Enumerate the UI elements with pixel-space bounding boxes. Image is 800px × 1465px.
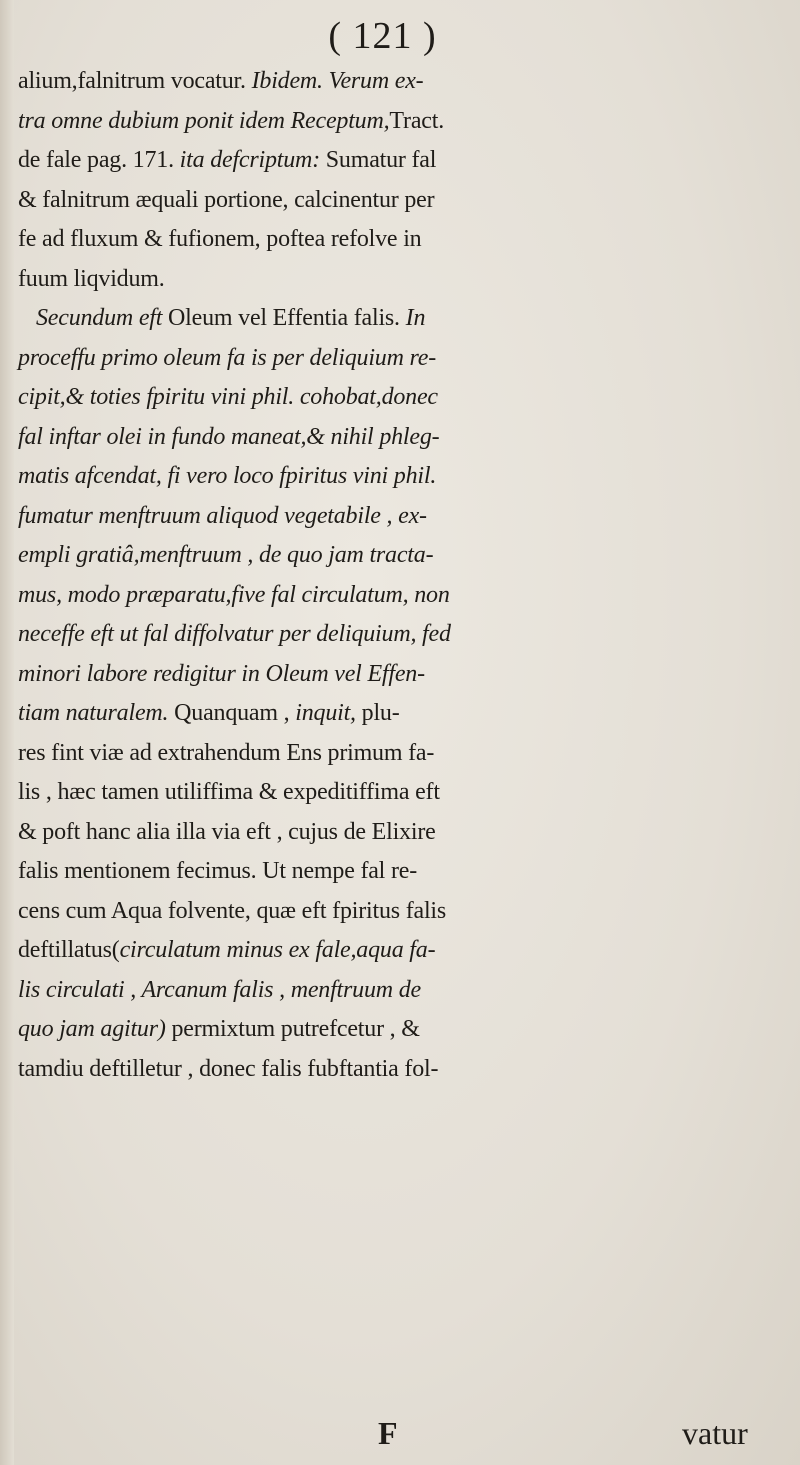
text-line: [18, 102, 798, 142]
roman-text: permixtum putrefcetur , &: [165, 1016, 420, 1042]
text-line: [18, 1050, 798, 1090]
italic-text: cipit,& toties fpiritu vini phil. cohobat,donec: [18, 384, 438, 410]
text-line: [18, 931, 798, 971]
roman-text: plu-: [355, 700, 400, 726]
italic-text: tra omne dubium ponit idem Receptum,: [18, 107, 390, 134]
roman-text: Tract.: [389, 107, 444, 134]
text-line: [18, 576, 798, 616]
roman-text: Oleum vel Effentia falis.: [162, 305, 406, 331]
roman-text: & falnitrum æquali portione, calcinentur per: [18, 186, 435, 213]
italic-text: mus, modo præparatu,five fal circulatum, non: [18, 581, 450, 608]
roman-text: cens cum Aqua folvente, quæ eft fpiritus falis: [18, 897, 447, 924]
roman-text: Quanquam ,: [168, 700, 296, 726]
italic-text: proceffu primo oleum fa is per deliquium re-: [18, 344, 437, 371]
italic-text: In: [405, 305, 426, 331]
text-line: [18, 497, 798, 537]
text-line: [18, 773, 798, 813]
text-line: [18, 892, 798, 932]
roman-text: res fint viæ ad extrahendum Ens primum fa-: [18, 739, 435, 766]
roman-text: alium,falnitrum vocatur.: [18, 68, 252, 94]
italic-text: inquit,: [295, 700, 356, 726]
text-line: [18, 536, 798, 576]
text-line: [18, 734, 798, 774]
text-line: [18, 260, 798, 300]
page-number: ( 121 ): [328, 15, 437, 57]
text-line: [18, 852, 798, 892]
italic-text: fal inftar olei in fundo maneat,& nihil phleg-: [18, 423, 440, 450]
page-footer: [0, 1415, 800, 1455]
text-line: [18, 1010, 798, 1050]
italic-text: lis circulati , Arcanum falis , menftruum de: [18, 976, 421, 1003]
italic-text: minori labore redigitur in Oleum vel Effen-: [18, 660, 425, 687]
roman-text: lis , hæc tamen utiliffima & expeditiffima eft: [18, 779, 440, 805]
roman-text: fuum liqvidum.: [18, 265, 165, 292]
text-line: [18, 615, 798, 655]
page-gutter: [0, 0, 14, 1465]
roman-text: Sumatur fal: [319, 147, 437, 173]
catchword: vatur: [682, 1415, 748, 1451]
text-line: [18, 62, 798, 102]
roman-text: fe ad fluxum & fufionem, poftea refolve in: [18, 226, 422, 252]
italic-text: neceffe eft ut fal diffolvatur per deliquium, fed: [18, 621, 451, 647]
text-line: [18, 181, 798, 221]
text-line: [18, 220, 798, 260]
italic-text: Secundum eft: [36, 305, 163, 331]
text-line: [18, 141, 798, 181]
roman-text: falis mentionem fecimus. Ut nempe fal re-: [18, 858, 417, 884]
roman-text: tamdiu deftilletur , donec falis fubftantia fol-: [18, 1055, 439, 1082]
text-line: [18, 457, 798, 497]
text-line: [18, 378, 798, 418]
text-line: [18, 655, 798, 695]
italic-text: quo jam agitur): [18, 1016, 166, 1042]
text-line: [18, 971, 798, 1011]
italic-text: fumatur menftruum aliquod vegetabile , ex-: [18, 502, 427, 529]
text-line: [18, 339, 798, 379]
roman-text: de fale pag. 171.: [18, 147, 180, 173]
italic-text: matis afcendat, fi vero loco fpiritus vini phil.: [18, 463, 437, 489]
text-line: [18, 299, 798, 339]
italic-text: ita defcriptum:: [179, 147, 320, 173]
text-line: [18, 813, 798, 853]
text-line: [18, 418, 798, 458]
italic-text: circulatum minus ex fale,aqua fa-: [119, 937, 436, 963]
text-line: [18, 694, 798, 734]
signature-mark: F: [378, 1415, 398, 1451]
italic-text: tiam naturalem.: [18, 700, 169, 726]
italic-text: empli gratiâ,menftruum , de quo jam tracta-: [18, 542, 434, 568]
roman-text: deftillatus(: [18, 937, 120, 963]
roman-text: & poft hanc alia illa via eft , cujus de Elixire: [18, 818, 436, 845]
body-text: [18, 62, 798, 1089]
italic-text: Ibidem. Verum ex-: [251, 68, 424, 94]
